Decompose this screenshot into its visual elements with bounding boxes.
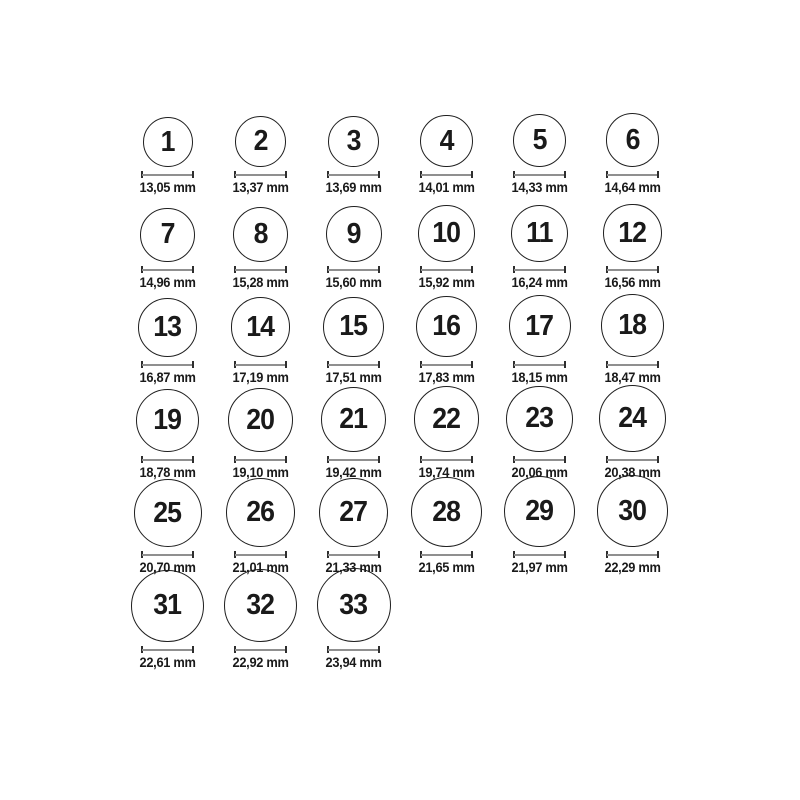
measure-right-tick-icon bbox=[192, 171, 194, 178]
measure-bar bbox=[235, 459, 286, 461]
diameter-measure-line bbox=[420, 171, 473, 178]
diameter-measure-line bbox=[234, 361, 287, 368]
diameter-measure-line bbox=[141, 646, 194, 653]
ring-size-item bbox=[493, 114, 586, 196]
measure-right-tick-icon bbox=[471, 551, 473, 558]
ring-circle bbox=[224, 569, 297, 642]
measure-right-tick-icon bbox=[192, 551, 194, 558]
diameter-measure-line bbox=[327, 646, 380, 653]
ring-circle bbox=[131, 570, 204, 643]
ring-size-item bbox=[400, 386, 493, 481]
ring-circle bbox=[603, 204, 661, 262]
diameter-label: 20,70 mm bbox=[139, 560, 196, 576]
ring-size-number: 15 bbox=[339, 310, 368, 343]
ring-size-number: 13 bbox=[153, 311, 182, 344]
ring-size-item bbox=[121, 208, 214, 291]
ring-size-number: 22 bbox=[432, 402, 461, 435]
measure-right-tick-icon bbox=[564, 456, 566, 463]
measure-right-tick-icon bbox=[564, 171, 566, 178]
measure-right-tick-icon bbox=[471, 266, 473, 273]
measure-right-tick-icon bbox=[564, 361, 566, 368]
measure-bar bbox=[142, 364, 193, 366]
ring-size-number: 32 bbox=[246, 589, 275, 621]
ring-size-chart bbox=[121, 0, 679, 671]
diameter-label: 19,74 mm bbox=[418, 465, 475, 481]
chart-row bbox=[121, 196, 679, 291]
measure-right-tick-icon bbox=[285, 171, 287, 178]
diameter-label: 20,38 mm bbox=[604, 465, 661, 481]
measure-bar bbox=[142, 174, 193, 176]
ring-size-number: 25 bbox=[153, 496, 182, 529]
ring-circle bbox=[317, 568, 391, 642]
measure-right-tick-icon bbox=[471, 361, 473, 368]
ring-size-number: 7 bbox=[160, 218, 175, 251]
ring-size-item bbox=[121, 389, 214, 481]
diameter-measure-line bbox=[234, 646, 287, 653]
diameter-label: 19,42 mm bbox=[325, 465, 382, 481]
ring-size-number: 27 bbox=[339, 495, 368, 528]
ring-circle bbox=[319, 478, 389, 548]
ring-size-item bbox=[214, 116, 307, 196]
ring-size-number: 12 bbox=[618, 216, 647, 249]
ring-circle bbox=[414, 386, 480, 452]
diameter-label: 16,56 mm bbox=[604, 275, 661, 291]
ring-circle bbox=[143, 117, 193, 167]
measure-right-tick-icon bbox=[657, 171, 659, 178]
chart-row bbox=[121, 481, 679, 576]
diameter-measure-line bbox=[513, 361, 566, 368]
measure-right-tick-icon bbox=[657, 551, 659, 558]
ring-circle bbox=[140, 208, 195, 263]
ring-size-number: 11 bbox=[526, 216, 553, 249]
ring-circle bbox=[418, 205, 475, 262]
measure-right-tick-icon bbox=[378, 456, 380, 463]
ring-circle bbox=[226, 478, 295, 547]
measure-bar bbox=[421, 554, 472, 556]
chart-row bbox=[121, 101, 679, 196]
measure-bar bbox=[142, 459, 193, 461]
ring-size-item bbox=[493, 205, 586, 291]
measure-right-tick-icon bbox=[192, 361, 194, 368]
diameter-measure-line bbox=[513, 266, 566, 273]
ring-size-item bbox=[214, 388, 307, 481]
diameter-measure-line bbox=[420, 361, 473, 368]
measure-bar bbox=[142, 269, 193, 271]
measure-bar bbox=[421, 174, 472, 176]
ring-circle bbox=[326, 206, 382, 262]
measure-bar bbox=[607, 554, 658, 556]
ring-size-number: 17 bbox=[525, 309, 554, 342]
ring-size-number: 26 bbox=[246, 496, 275, 529]
diameter-measure-line bbox=[141, 551, 194, 558]
ring-size-item bbox=[493, 295, 586, 386]
diameter-measure-line bbox=[420, 456, 473, 463]
diameter-measure-line bbox=[327, 171, 380, 178]
ring-circle bbox=[597, 475, 669, 547]
ring-circle bbox=[134, 479, 202, 547]
measure-bar bbox=[328, 269, 379, 271]
ring-size-number: 4 bbox=[439, 124, 454, 157]
diameter-measure-line bbox=[513, 551, 566, 558]
ring-size-item bbox=[307, 116, 400, 196]
measure-bar bbox=[328, 649, 379, 651]
diameter-label: 16,24 mm bbox=[511, 275, 568, 291]
ring-size-item bbox=[214, 478, 307, 576]
measure-bar bbox=[328, 174, 379, 176]
ring-size-item bbox=[307, 297, 400, 386]
chart-row bbox=[121, 386, 679, 481]
measure-right-tick-icon bbox=[564, 266, 566, 273]
ring-circle bbox=[506, 386, 573, 453]
ring-size-number: 5 bbox=[532, 124, 547, 157]
measure-bar bbox=[235, 649, 286, 651]
ring-size-item bbox=[121, 570, 214, 671]
measure-bar bbox=[235, 174, 286, 176]
ring-size-item bbox=[121, 479, 214, 576]
ring-size-number: 24 bbox=[618, 402, 647, 434]
ring-circle bbox=[136, 389, 200, 453]
diameter-label: 18,15 mm bbox=[511, 370, 568, 386]
measure-right-tick-icon bbox=[192, 266, 194, 273]
ring-circle bbox=[138, 298, 197, 357]
ring-size-number: 9 bbox=[346, 217, 361, 250]
diameter-label: 22,61 mm bbox=[139, 655, 196, 671]
ring-size-number: 8 bbox=[253, 218, 268, 250]
measure-bar bbox=[328, 554, 379, 556]
ring-circle bbox=[601, 294, 664, 357]
ring-size-item bbox=[400, 296, 493, 386]
diameter-label: 14,64 mm bbox=[604, 180, 661, 196]
ring-circle bbox=[416, 296, 477, 357]
diameter-label: 23,94 mm bbox=[325, 655, 382, 671]
measure-right-tick-icon bbox=[471, 171, 473, 178]
measure-right-tick-icon bbox=[657, 456, 659, 463]
diameter-label: 15,92 mm bbox=[418, 275, 475, 291]
ring-circle bbox=[511, 205, 569, 263]
ring-size-number: 18 bbox=[618, 309, 647, 342]
ring-size-item bbox=[307, 568, 400, 671]
measure-right-tick-icon bbox=[285, 551, 287, 558]
measure-bar bbox=[607, 269, 658, 271]
ring-size-number: 2 bbox=[253, 125, 268, 158]
ring-circle bbox=[411, 477, 481, 547]
ring-size-number: 6 bbox=[625, 123, 640, 156]
ring-circle bbox=[228, 388, 292, 452]
diameter-label: 15,28 mm bbox=[232, 275, 289, 291]
diameter-measure-line bbox=[141, 361, 194, 368]
measure-right-tick-icon bbox=[378, 171, 380, 178]
ring-size-number: 1 bbox=[160, 125, 175, 158]
ring-circle bbox=[231, 297, 291, 357]
measure-bar bbox=[328, 364, 379, 366]
measure-bar bbox=[421, 459, 472, 461]
ring-size-number: 23 bbox=[525, 402, 554, 435]
measure-bar bbox=[607, 364, 658, 366]
diameter-label: 13,69 mm bbox=[325, 180, 382, 196]
measure-right-tick-icon bbox=[378, 551, 380, 558]
measure-right-tick-icon bbox=[192, 456, 194, 463]
ring-circle bbox=[328, 116, 380, 168]
ring-size-number: 19 bbox=[153, 403, 182, 436]
diameter-label: 14,33 mm bbox=[511, 180, 568, 196]
diameter-measure-line bbox=[141, 266, 194, 273]
ring-circle bbox=[606, 113, 660, 167]
diameter-label: 21,01 mm bbox=[232, 560, 289, 576]
measure-bar bbox=[328, 459, 379, 461]
ring-size-number: 14 bbox=[246, 310, 275, 343]
ring-size-item bbox=[586, 294, 679, 386]
ring-size-number: 10 bbox=[432, 217, 461, 250]
measure-right-tick-icon bbox=[285, 266, 287, 273]
measure-bar bbox=[514, 554, 565, 556]
diameter-measure-line bbox=[327, 266, 380, 273]
diameter-measure-line bbox=[420, 266, 473, 273]
diameter-label: 18,78 mm bbox=[139, 465, 196, 481]
diameter-label: 13,05 mm bbox=[139, 180, 196, 196]
measure-right-tick-icon bbox=[285, 456, 287, 463]
chart-row bbox=[121, 291, 679, 386]
measure-right-tick-icon bbox=[657, 266, 659, 273]
measure-bar bbox=[514, 459, 565, 461]
measure-right-tick-icon bbox=[471, 456, 473, 463]
ring-circle bbox=[235, 116, 286, 167]
diameter-label: 19,10 mm bbox=[232, 465, 289, 481]
diameter-label: 22,29 mm bbox=[604, 560, 661, 576]
ring-size-item bbox=[586, 204, 679, 291]
diameter-measure-line bbox=[234, 551, 287, 558]
measure-bar bbox=[607, 174, 658, 176]
measure-bar bbox=[514, 269, 565, 271]
ring-size-item bbox=[307, 206, 400, 291]
ring-size-item bbox=[586, 385, 679, 481]
ring-size-item bbox=[214, 569, 307, 671]
measure-bar bbox=[421, 364, 472, 366]
ring-size-item bbox=[400, 115, 493, 196]
ring-circle bbox=[513, 114, 566, 167]
measure-bar bbox=[235, 554, 286, 556]
ring-size-item bbox=[493, 476, 586, 576]
diameter-label: 16,87 mm bbox=[139, 370, 196, 386]
measure-right-tick-icon bbox=[378, 646, 380, 653]
ring-size-item bbox=[400, 477, 493, 576]
measure-bar bbox=[142, 649, 193, 651]
ring-size-number: 20 bbox=[246, 403, 275, 436]
diameter-measure-line bbox=[513, 171, 566, 178]
diameter-measure-line bbox=[327, 361, 380, 368]
ring-size-item bbox=[307, 387, 400, 481]
diameter-measure-line bbox=[234, 266, 287, 273]
diameter-measure-line bbox=[606, 171, 659, 178]
diameter-label: 17,51 mm bbox=[325, 370, 382, 386]
diameter-measure-line bbox=[606, 361, 659, 368]
measure-right-tick-icon bbox=[657, 361, 659, 368]
diameter-label: 22,92 mm bbox=[232, 655, 289, 671]
ring-size-number: 28 bbox=[432, 495, 461, 528]
measure-bar bbox=[514, 174, 565, 176]
ring-size-item bbox=[586, 475, 679, 576]
measure-bar bbox=[235, 364, 286, 366]
ring-circle bbox=[233, 207, 288, 262]
diameter-measure-line bbox=[234, 456, 287, 463]
diameter-label: 14,96 mm bbox=[139, 275, 196, 291]
diameter-label: 17,19 mm bbox=[232, 370, 289, 386]
measure-bar bbox=[142, 554, 193, 556]
ring-size-item bbox=[400, 205, 493, 291]
measure-right-tick-icon bbox=[285, 361, 287, 368]
diameter-measure-line bbox=[513, 456, 566, 463]
ring-size-item bbox=[586, 113, 679, 196]
diameter-measure-line bbox=[606, 551, 659, 558]
measure-right-tick-icon bbox=[285, 646, 287, 653]
measure-bar bbox=[514, 364, 565, 366]
ring-size-number: 16 bbox=[432, 310, 461, 342]
ring-size-number: 30 bbox=[618, 494, 647, 527]
ring-size-number: 31 bbox=[153, 589, 182, 622]
diameter-measure-line bbox=[141, 456, 194, 463]
diameter-label: 15,60 mm bbox=[325, 275, 382, 291]
diameter-measure-line bbox=[420, 551, 473, 558]
ring-size-number: 21 bbox=[339, 403, 368, 436]
measure-right-tick-icon bbox=[378, 361, 380, 368]
ring-size-item bbox=[121, 298, 214, 386]
measure-bar bbox=[421, 269, 472, 271]
diameter-measure-line bbox=[141, 171, 194, 178]
measure-right-tick-icon bbox=[192, 646, 194, 653]
ring-size-item bbox=[214, 207, 307, 291]
ring-size-item bbox=[493, 386, 586, 481]
diameter-measure-line bbox=[327, 456, 380, 463]
ring-size-number: 33 bbox=[339, 588, 368, 621]
ring-circle bbox=[323, 297, 384, 358]
diameter-measure-line bbox=[327, 551, 380, 558]
measure-right-tick-icon bbox=[378, 266, 380, 273]
measure-bar bbox=[607, 459, 658, 461]
diameter-measure-line bbox=[606, 456, 659, 463]
measure-bar bbox=[235, 269, 286, 271]
ring-size-number: 29 bbox=[525, 495, 554, 528]
diameter-measure-line bbox=[606, 266, 659, 273]
ring-size-item bbox=[214, 297, 307, 386]
diameter-label: 18,47 mm bbox=[604, 370, 661, 386]
diameter-label: 17,83 mm bbox=[418, 370, 475, 386]
ring-circle bbox=[504, 476, 575, 547]
diameter-label: 21,33 mm bbox=[325, 560, 382, 576]
diameter-label: 21,97 mm bbox=[511, 560, 568, 576]
ring-circle bbox=[599, 385, 666, 452]
chart-row bbox=[121, 576, 679, 671]
ring-circle bbox=[321, 387, 386, 452]
ring-circle bbox=[420, 115, 472, 167]
diameter-label: 13,37 mm bbox=[232, 180, 289, 196]
ring-circle bbox=[509, 295, 571, 357]
ring-size-item bbox=[307, 478, 400, 576]
diameter-label: 21,65 mm bbox=[418, 560, 475, 576]
ring-size-number: 3 bbox=[346, 124, 361, 157]
diameter-label: 20,06 mm bbox=[511, 465, 568, 481]
diameter-measure-line bbox=[234, 171, 287, 178]
measure-right-tick-icon bbox=[564, 551, 566, 558]
ring-size-item bbox=[121, 117, 214, 196]
diameter-label: 14,01 mm bbox=[418, 180, 475, 196]
